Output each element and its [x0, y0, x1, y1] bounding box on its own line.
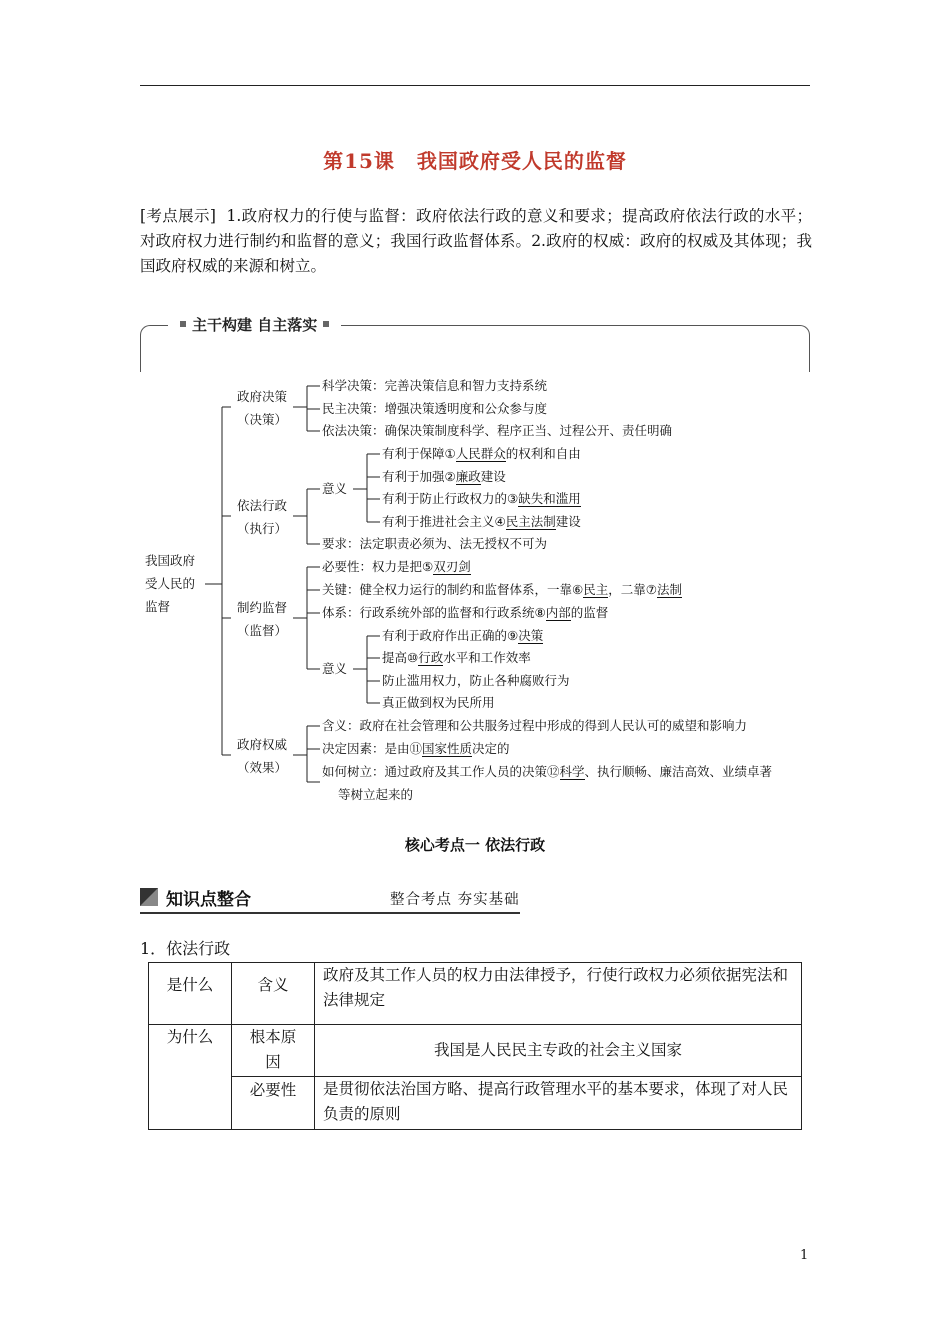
- leaf-item: 依法决策：确保决策制度科学、程序正当、过程公开、责任明确: [322, 423, 673, 438]
- tree-root-line: 我国政府: [145, 553, 196, 568]
- table-row: [149, 1077, 802, 1130]
- answer-blank: 民主法制: [505, 514, 556, 529]
- answer-blank: 国家性质: [422, 741, 473, 756]
- table-row: [149, 963, 802, 1025]
- leaf-item: 有利于推进社会主义④民主法制建设: [382, 514, 581, 529]
- lesson-title: 我国政府受人民的监督: [416, 149, 627, 173]
- table-cell: 我国是人民民主专政的社会主义国家: [315, 1025, 802, 1077]
- knowledge-subtitle: 整合考点 夯实基础: [390, 892, 520, 908]
- table-cell: 政府及其工作人员的权力由法律授予，行使行政权力必须依据宪法和法律规定: [315, 963, 802, 1025]
- answer-blank: 科学: [559, 764, 585, 779]
- answer-blank: 双刃剑: [433, 559, 471, 574]
- core-point-title: 核心考点一 依法行政: [404, 836, 546, 854]
- leaf-item: 提高⑩行政水平和工作效率: [382, 650, 531, 665]
- tree-root: [145, 549, 209, 618]
- leaf-item: 民主决策：增强决策透明度和公众参与度: [322, 401, 548, 416]
- significance-label: 意义: [322, 481, 348, 496]
- leaf-item: 有利于保障①人民群众的权利和自由: [382, 446, 581, 461]
- knowledge-title: 知识点整合: [166, 890, 251, 910]
- table-cell: 是什么: [149, 963, 232, 1025]
- leaf-item: 等树立起来的: [338, 787, 414, 802]
- table-row: [149, 1025, 802, 1077]
- branch-authority: [231, 733, 293, 779]
- table-cell: 为什么: [149, 1025, 232, 1130]
- leaf-item: 如何树立：通过政府及其工作人员的决策⑫科学、执行顺畅、廉洁高效、业绩卓著: [322, 764, 773, 779]
- branch-sub: （效果）: [236, 760, 287, 775]
- branch-supervision: [231, 596, 293, 642]
- branch-sub: （执行）: [236, 521, 287, 536]
- leaf-item: 科学决策：完善决策信息和智力支持系统: [322, 378, 548, 393]
- tree-root-line: 监督: [145, 599, 171, 614]
- answer-blank: 民主: [583, 582, 609, 597]
- answer-blank: 人民群众: [455, 446, 506, 461]
- answer-blank: 决策: [518, 628, 544, 643]
- branch-administration: [231, 494, 293, 540]
- branch-name: 政府决策: [236, 389, 287, 404]
- knowledge-underline: [140, 912, 520, 914]
- lesson-number: 第15课: [323, 149, 395, 173]
- leaf-item: 防止滥用权力，防止各种腐败行为: [382, 673, 570, 688]
- leaf-item: 必要性：权力是把⑤双刃剑: [322, 559, 471, 574]
- significance-label: 意义: [322, 661, 348, 676]
- table-cell: 是贯彻依法治国方略、提高行政管理水平的基本要求，体现了对人民负责的原则: [315, 1077, 802, 1130]
- leaf-item: 有利于加强②廉政建设: [382, 469, 506, 484]
- branch-sub: （决策）: [236, 412, 287, 427]
- leaf-item: 含义：政府在社会管理和公共服务过程中形成的得到人民认可的威望和影响力: [322, 718, 748, 733]
- exam-text: 1.政府权力的行使与监督：政府依法行政的意义和要求；提高政府依法行政的水平；对政府权力进行制约和监督的意义；我国行政监督体系。2.政府的权威：政府的权威及其体现；我国政府权威的来源和树立。: [140, 207, 812, 275]
- leaf-item: 决定因素：是由⑪国家性质决定的: [322, 741, 510, 756]
- exam-label: [考点展示]: [140, 207, 216, 225]
- tree-root-line: 受人民的: [145, 576, 196, 591]
- leaf-item: 关键：健全权力运行的制约和监督体系，一靠⑥民主，二靠⑦法制: [322, 582, 682, 597]
- section-heading: 1．依法行政: [140, 939, 231, 958]
- leaf-item: 有利于防止行政权力的③缺失和滥用: [382, 491, 581, 506]
- answer-blank: 行政: [418, 650, 444, 665]
- branch-name: 政府权威: [236, 737, 287, 752]
- table-cell: [232, 1025, 315, 1077]
- answer-blank: 廉政: [455, 469, 481, 484]
- branch-name: 依法行政: [236, 498, 287, 513]
- knowledge-icon: [140, 888, 158, 906]
- page-number: 1: [800, 1248, 809, 1263]
- leaf-item: 有利于政府作出正确的⑨决策: [382, 628, 544, 643]
- branch-sub: （监督）: [236, 623, 287, 638]
- answer-blank: 法制: [656, 582, 682, 597]
- table-cell: 必要性: [232, 1077, 315, 1130]
- answer-blank: 内部: [545, 605, 571, 620]
- answer-blank: 缺失和滥用: [518, 491, 581, 506]
- leaf-item: 体系：行政系统外部的监督和行政系统⑧内部的监督: [322, 605, 609, 620]
- branch-name: 制约监督: [236, 600, 287, 615]
- table-cell: 含义: [232, 963, 315, 1025]
- knowledge-table: [148, 962, 802, 1130]
- branch-decision: [231, 385, 293, 431]
- leaf-item: 真正做到权为民所用: [382, 695, 495, 710]
- section-label-text: 主干构建 自主落实: [192, 316, 318, 334]
- table-cell-text: 根本原因: [249, 1028, 297, 1071]
- leaf-item: 要求：法定职责必须为、法无授权不可为: [322, 536, 548, 551]
